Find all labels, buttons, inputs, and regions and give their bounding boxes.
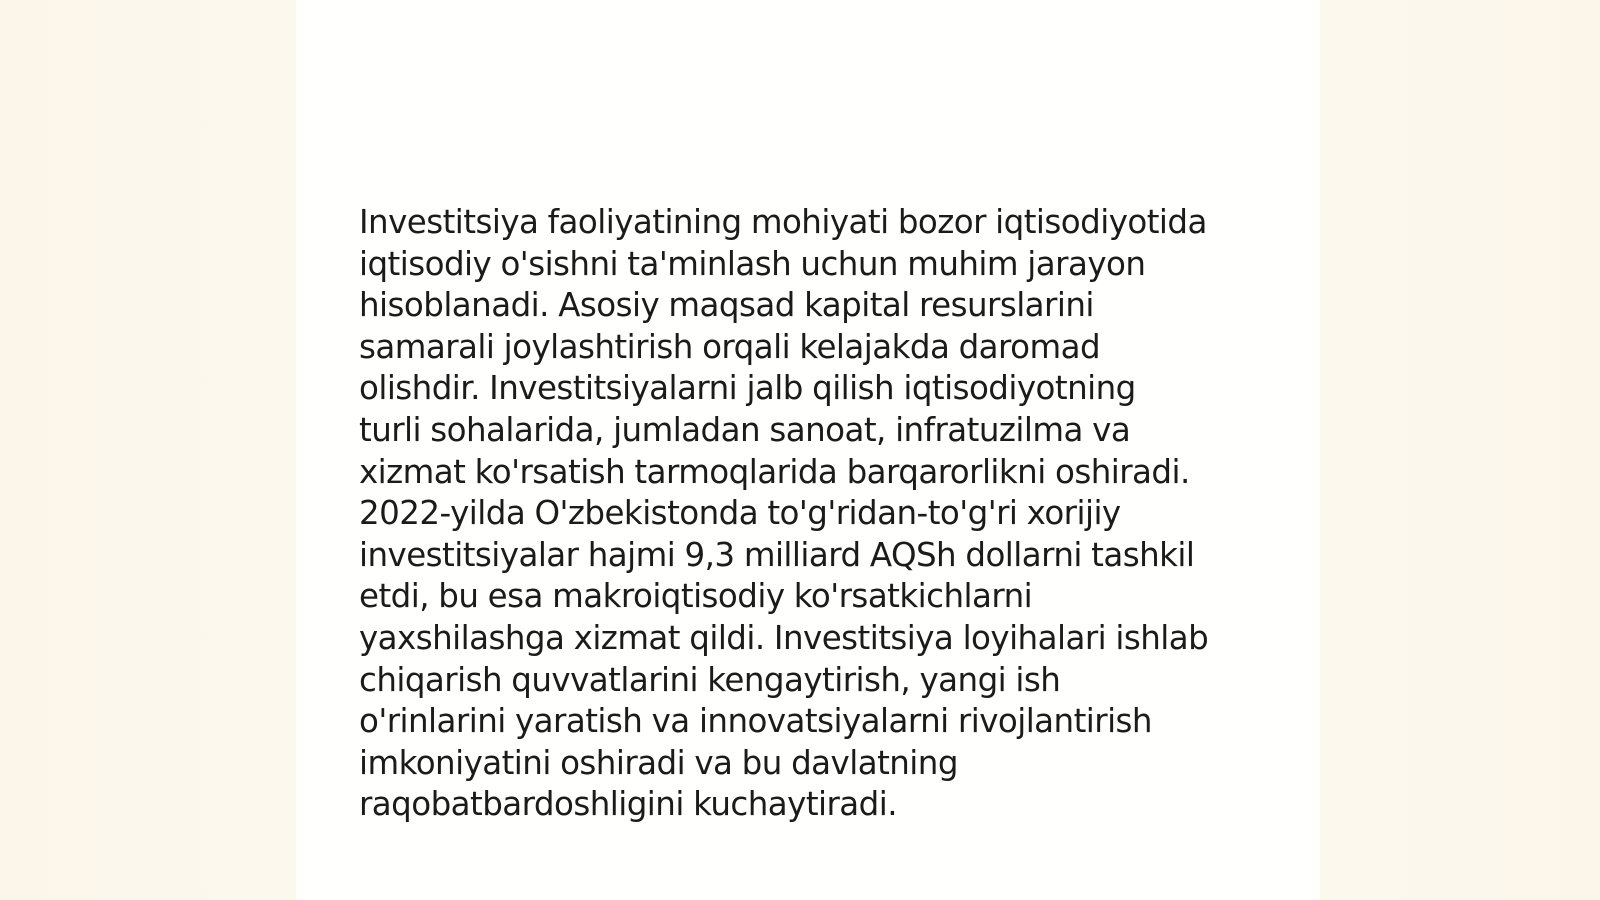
text-line: turli sohalarida, jumladan sanoat, infratuzilma va [359,410,1131,449]
text-line: yaxshilashga xizmat qildi. Investitsiya loyihalari ishlab [359,618,1209,657]
body-paragraph [359,202,1259,826]
text-line: Investitsiya faoliyatining mohiyati bozor iqtisodiyotida [359,203,1207,241]
text-line: imkoniyatini oshiradi va bu davlatning [359,743,958,782]
text-line: olishdir. Investitsiyalarni jalb qilish iqtisodiyotning [359,369,1136,408]
text-line: samarali joylashtirish orqali kelajakda daromad [359,327,1101,366]
text-line: investitsiyalar hajmi 9,3 milliard AQSh dollarni tashkil [359,535,1195,574]
text-line: etdi, bu esa makroiqtisodiy ko'rsatkichlarni [359,577,1033,616]
text-line: chiqarish quvvatlarini kengaytirish, yangi ish [359,660,1061,699]
text-line: raqobatbardoshligini kuchaytiradi. [359,785,898,824]
text-line: 2022-yilda O'zbekistonda to'g'ridan-to'g'ri xorijiy [359,494,1121,533]
text-line: hisoblanadi. Asosiy maqsad kapital resurslarini [359,286,1094,325]
text-line: o'rinlarini yaratish va innovatsiyalarni rivojlantirish [359,702,1152,741]
text-line: xizmat ko'rsatish tarmoqlarida barqarorlikni oshiradi. [359,452,1190,491]
document-page [296,0,1320,900]
text-line: iqtisodiy o'sishni ta'minlash uchun muhim jarayon [359,244,1146,283]
